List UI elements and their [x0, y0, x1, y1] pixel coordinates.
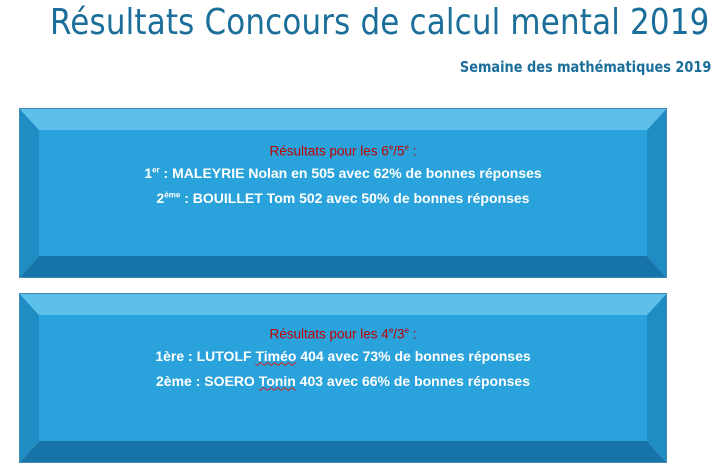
results-panel-4e-3e: [19, 293, 667, 463]
result-row-2: 2ème : BOUILLET Tom 502 avec 50% de bonnes réponses: [156, 189, 530, 206]
page-subtitle: Semaine des mathématiques 2019: [459, 58, 711, 76]
results-panel-6e-5e: [19, 108, 667, 278]
result-row-1: 1er : MALEYRIE Nolan en 505 avec 62% de bonnes réponses: [144, 164, 542, 181]
page-title: Résultats Concours de calcul mental 2019: [50, 2, 710, 43]
panel-content: [19, 143, 667, 215]
result-row-2: 2ème : SOERO Tonin 403 avec 66% de bonnes réponses: [156, 372, 530, 389]
result-row-1: 1ère : LUTOLF Timéo 404 avec 73% de bonnes réponses: [155, 347, 531, 364]
panel-content: [19, 326, 667, 398]
panel-heading: Résultats pour les 4e/3e :: [269, 326, 417, 342]
panel-heading: Résultats pour les 6e/5e :: [269, 143, 417, 159]
